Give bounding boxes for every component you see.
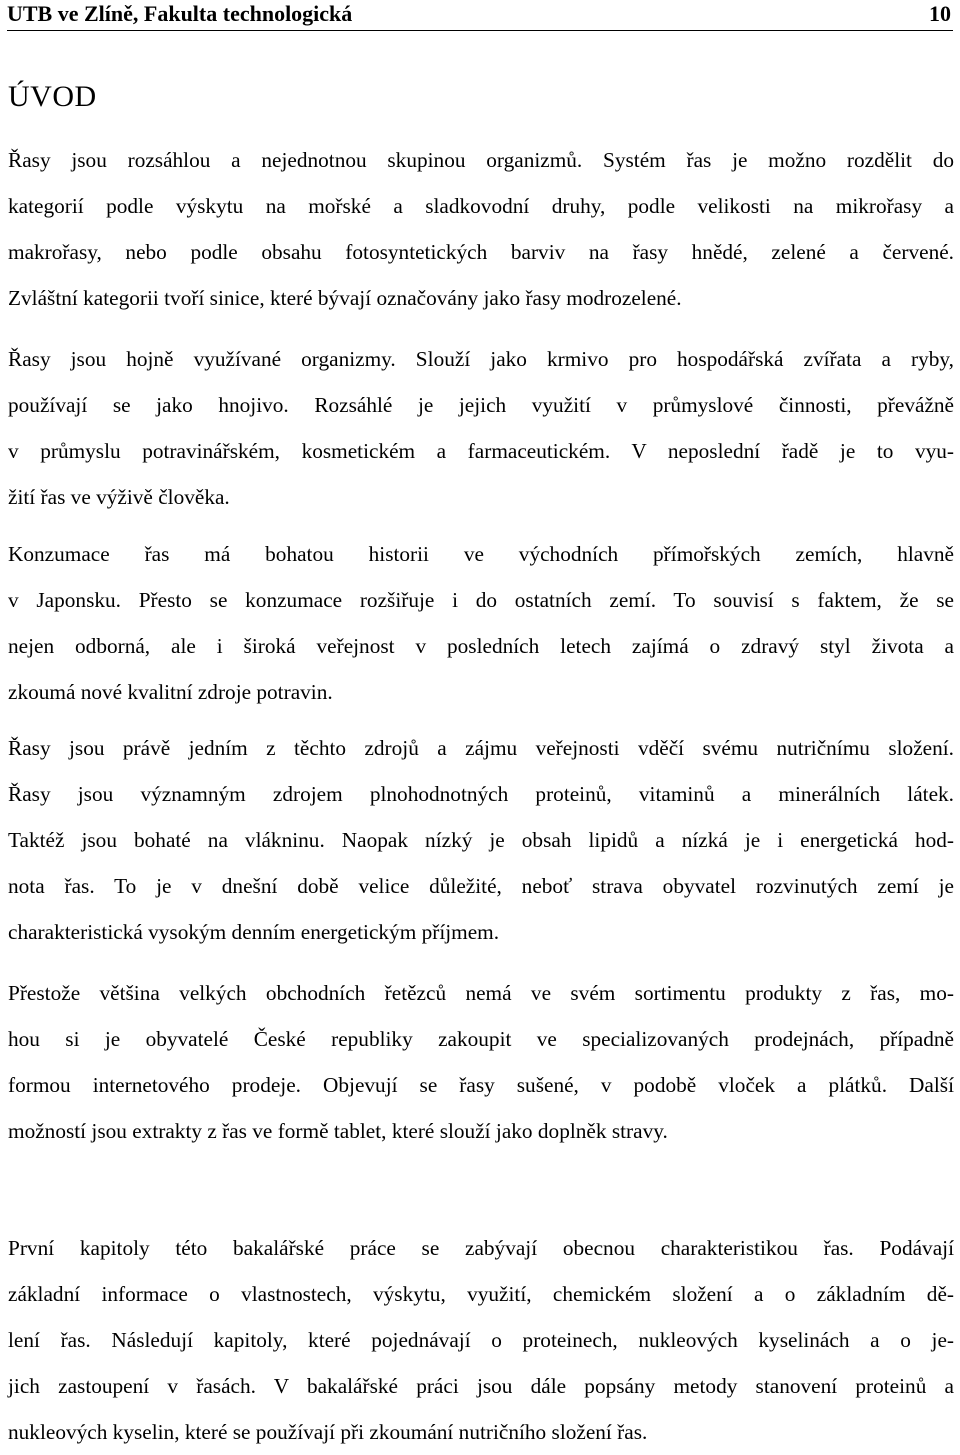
text-line: Řasy jsou hojně využívané organizmy. Slouží jako krmivo pro hospodářská zvířata a ryby, (8, 347, 954, 371)
text-line: formou internetového prodeje. Objevují se řasy sušené, v podobě vloček a plátků. Další (8, 1073, 954, 1097)
text-line: v průmyslu potravinářském, kosmetickém a farmaceutickém. V neposlední řadě je to vyu- (8, 439, 954, 463)
text-line: nukleových kyselin, které se používají při zkoumání nutričního složení řas. (8, 1420, 648, 1444)
text-line: v Japonsku. Přesto se konzumace rozšiřuje i do ostatních zemí. To souvisí s faktem, že se (8, 588, 954, 612)
paragraph-availability (8, 970, 954, 1154)
paragraph-nutrition (8, 725, 954, 955)
text-line: nejen odborná, ale i široká veřejnost v posledních letech zajímá o zdravý styl života a (8, 634, 954, 658)
text-line: základní informace o vlastnostech, výskytu, využití, chemickém složení a o základním dě- (8, 1282, 954, 1306)
text-line: Řasy jsou rozsáhlou a nejednotnou skupinou organizmů. Systém řas je možno rozdělit do (8, 148, 954, 172)
text-line: Řasy jsou významným zdrojem plnohodnotných proteinů, vitaminů a minerálních látek. (8, 782, 954, 806)
text-line: používají se jako hnojivo. Rozsáhlé je jejich využití v průmyslové činnosti, převážně (8, 393, 954, 417)
text-line: lení řas. Následují kapitoly, které pojednávají o proteinech, nukleových kyselinách a o je- (8, 1328, 954, 1352)
text-line: charakteristická vysokým denním energetickým příjmem. (8, 920, 500, 944)
paragraph-intro (8, 137, 954, 321)
header-institution: UTB ve Zlíně, Fakulta technologická (7, 1, 353, 26)
text-line: První kapitoly této bakalářské práce se zabývají obecnou charakteristikou řas. Podávají (8, 1236, 954, 1260)
text-line: Taktéž jsou bohaté na vlákninu. Naopak nízký je obsah lipidů a nízká je i energetická hod- (8, 828, 954, 852)
paragraph-usage (8, 336, 954, 520)
header-page-number: 10 (929, 1, 951, 26)
text-line: žití řas ve výživě člověka. (8, 485, 230, 509)
text-line: nota řas. To je v dnešní době velice důležité, neboť strava obyvatel rozvinutých zemí je (8, 874, 954, 898)
text-line: hou si je obyvatelé České republiky zakoupit ve specializovaných prodejnách, případně (8, 1027, 954, 1051)
text-line: Konzumace řas má bohatou historii ve východních přímořských zemích, hlavně (8, 542, 954, 566)
page-header (7, 0, 953, 31)
text-line: možností jsou extrakty z řas ve formě tablet, které slouží jako doplněk stravy. (8, 1119, 668, 1143)
chapter-title: ÚVOD (8, 80, 97, 113)
text-line: zkoumá nové kvalitní zdroje potravin. (8, 680, 333, 704)
text-line: Řasy jsou právě jedním z těchto zdrojů a zájmu veřejnosti vděčí svému nutričnímu složení. (8, 736, 954, 760)
paragraph-thesis-outline (8, 1225, 954, 1455)
text-line: makrořasy, nebo podle obsahu fotosyntetických barviv na řasy hnědé, zelené a červené. (8, 240, 954, 264)
text-line: kategorií podle výskytu na mořské a sladkovodní druhy, podle velikosti na mikrořasy a (8, 194, 954, 218)
text-line: Zvláštní kategorii tvoří sinice, které bývají označovány jako řasy modrozelené. (8, 286, 682, 310)
paragraph-consumption (8, 531, 954, 715)
text-line: jich zastoupení v řasách. V bakalářské práci jsou dále popsány metody stanovení proteinů a (8, 1374, 954, 1398)
text-line: Přestože většina velkých obchodních řetězců nemá ve svém sortimentu produkty z řas, mo- (8, 981, 954, 1005)
